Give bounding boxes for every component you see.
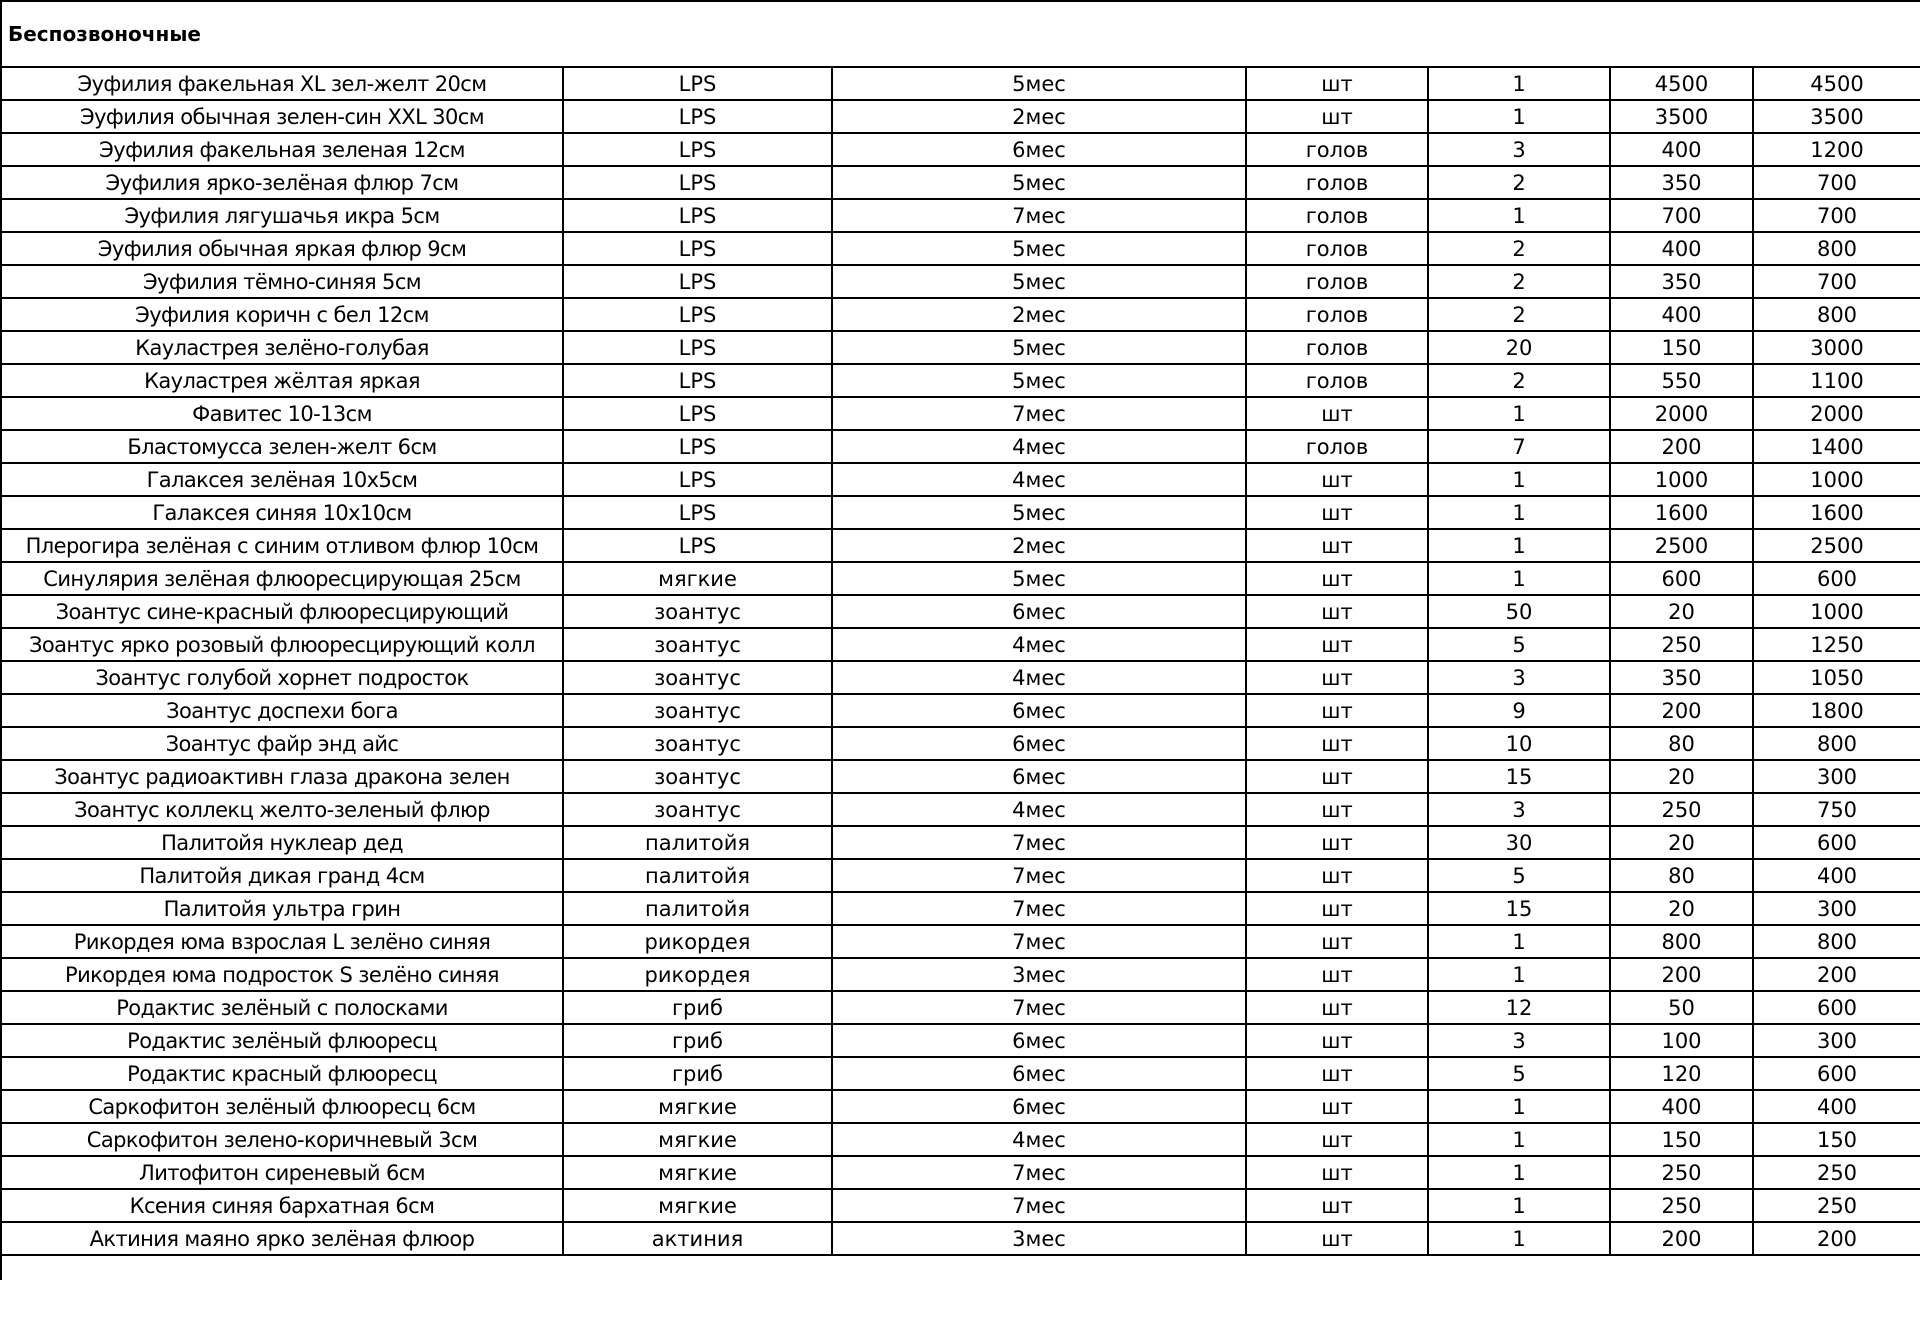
cell-unit: шт <box>1246 826 1428 859</box>
cell-unit: шт <box>1246 1057 1428 1090</box>
table-row <box>1 1123 1920 1156</box>
cell-age: 3мес <box>832 958 1246 991</box>
cell-name: Рикордея юма подросток S зелёно синяя <box>1 958 563 991</box>
cell-unit: шт <box>1246 100 1428 133</box>
cell-age: 7мес <box>832 991 1246 1024</box>
cell-type: мягкие <box>563 1090 832 1123</box>
cell-unit: шт <box>1246 1024 1428 1057</box>
cell-name: Эуфилия факельная XL зел-желт 20см <box>1 67 563 100</box>
cell-quantity: 1 <box>1428 1222 1610 1255</box>
table-row <box>1 1189 1920 1222</box>
table-row <box>1 1057 1920 1090</box>
cell-type: LPS <box>563 331 832 364</box>
cell-type: LPS <box>563 265 832 298</box>
cell-total: 3500 <box>1753 100 1920 133</box>
cell-unit: шт <box>1246 1156 1428 1189</box>
cell-quantity: 1 <box>1428 1156 1610 1189</box>
cell-age: 4мес <box>832 661 1246 694</box>
cell-total: 750 <box>1753 793 1920 826</box>
cell-unit: шт <box>1246 67 1428 100</box>
table-row <box>1 199 1920 232</box>
cell-age: 2мес <box>832 529 1246 562</box>
cell-age: 3мес <box>832 1222 1246 1255</box>
cell-price: 100 <box>1610 1024 1753 1057</box>
cell-price: 3500 <box>1610 100 1753 133</box>
cell-age: 6мес <box>832 760 1246 793</box>
cell-unit: шт <box>1246 595 1428 628</box>
cell-price: 800 <box>1610 925 1753 958</box>
cell-age: 6мес <box>832 133 1246 166</box>
table-row <box>1 793 1920 826</box>
cell-unit: шт <box>1246 1222 1428 1255</box>
cell-price: 400 <box>1610 133 1753 166</box>
cell-type: палитойя <box>563 826 832 859</box>
cell-total: 300 <box>1753 760 1920 793</box>
cell-name: Зоантус файр энд айс <box>1 727 563 760</box>
cell-unit: голов <box>1246 133 1428 166</box>
cell-name: Ксения синяя бархатная 6см <box>1 1189 563 1222</box>
cell-price: 200 <box>1610 430 1753 463</box>
cell-age: 6мес <box>832 1057 1246 1090</box>
cell-quantity: 2 <box>1428 232 1610 265</box>
cell-age: 5мес <box>832 562 1246 595</box>
cell-name: Родактис красный флюоресц <box>1 1057 563 1090</box>
cell-price: 400 <box>1610 1090 1753 1123</box>
table-row <box>1 1156 1920 1189</box>
cell-price: 20 <box>1610 760 1753 793</box>
cell-total: 250 <box>1753 1156 1920 1189</box>
cell-name: Эуфилия ярко-зелёная флюр 7см <box>1 166 563 199</box>
cell-quantity: 7 <box>1428 430 1610 463</box>
cell-age: 7мес <box>832 397 1246 430</box>
cell-type: рикордея <box>563 925 832 958</box>
cell-price: 4500 <box>1610 67 1753 100</box>
cell-unit: шт <box>1246 661 1428 694</box>
cell-type: LPS <box>563 166 832 199</box>
cell-type: LPS <box>563 496 832 529</box>
cell-total: 3000 <box>1753 331 1920 364</box>
cell-total: 200 <box>1753 1222 1920 1255</box>
cell-age: 7мес <box>832 1189 1246 1222</box>
cell-unit: шт <box>1246 760 1428 793</box>
cell-name: Зоантус сине-красный флюоресцирующий <box>1 595 563 628</box>
cell-total: 800 <box>1753 727 1920 760</box>
table-row <box>1 133 1920 166</box>
cell-name: Зоантус доспехи бога <box>1 694 563 727</box>
cell-price: 50 <box>1610 991 1753 1024</box>
cell-unit: шт <box>1246 1123 1428 1156</box>
cell-total: 300 <box>1753 892 1920 925</box>
cell-name: Фавитес 10-13см <box>1 397 563 430</box>
cell-total: 400 <box>1753 859 1920 892</box>
cell-name: Зоантус коллекц желто-зеленый флюр <box>1 793 563 826</box>
cell-age: 6мес <box>832 727 1246 760</box>
cell-type: LPS <box>563 133 832 166</box>
cell-type: зоантус <box>563 694 832 727</box>
cell-price: 250 <box>1610 793 1753 826</box>
cell-quantity: 3 <box>1428 793 1610 826</box>
cell-type: палитойя <box>563 892 832 925</box>
cell-quantity: 1 <box>1428 529 1610 562</box>
cell-name: Родактис зелёный флюоресц <box>1 1024 563 1057</box>
cell-total: 800 <box>1753 298 1920 331</box>
table-row <box>1 694 1920 727</box>
cell-type: гриб <box>563 1024 832 1057</box>
cell-age: 5мес <box>832 166 1246 199</box>
cell-quantity: 2 <box>1428 298 1610 331</box>
cell-age: 7мес <box>832 892 1246 925</box>
cell-total: 200 <box>1753 958 1920 991</box>
cell-quantity: 1 <box>1428 100 1610 133</box>
cell-type: зоантус <box>563 793 832 826</box>
cell-type: рикордея <box>563 958 832 991</box>
cell-price: 250 <box>1610 628 1753 661</box>
cell-total: 800 <box>1753 232 1920 265</box>
cell-unit: голов <box>1246 430 1428 463</box>
table-row <box>1 595 1920 628</box>
cell-price: 700 <box>1610 199 1753 232</box>
cell-price: 350 <box>1610 166 1753 199</box>
cell-price: 350 <box>1610 265 1753 298</box>
cell-quantity: 20 <box>1428 331 1610 364</box>
cell-age: 7мес <box>832 1156 1246 1189</box>
cell-age: 6мес <box>832 1024 1246 1057</box>
cell-price: 250 <box>1610 1189 1753 1222</box>
cell-age: 7мес <box>832 859 1246 892</box>
cell-age: 2мес <box>832 298 1246 331</box>
cell-type: гриб <box>563 991 832 1024</box>
cell-age: 4мес <box>832 793 1246 826</box>
cell-total: 800 <box>1753 925 1920 958</box>
cell-quantity: 5 <box>1428 628 1610 661</box>
cell-type: LPS <box>563 364 832 397</box>
cell-age: 4мес <box>832 430 1246 463</box>
table-row <box>1 364 1920 397</box>
cell-quantity: 15 <box>1428 892 1610 925</box>
cell-type: LPS <box>563 100 832 133</box>
section-title: Беспозвоночные <box>1 1 1920 67</box>
cell-price: 200 <box>1610 1222 1753 1255</box>
cell-unit: шт <box>1246 628 1428 661</box>
cell-total: 2000 <box>1753 397 1920 430</box>
cell-price: 600 <box>1610 562 1753 595</box>
cell-total: 1100 <box>1753 364 1920 397</box>
cell-unit: шт <box>1246 958 1428 991</box>
cell-total: 250 <box>1753 1189 1920 1222</box>
table-row <box>1 1090 1920 1123</box>
cell-name: Эуфилия факельная зеленая 12см <box>1 133 563 166</box>
cell-quantity: 2 <box>1428 265 1610 298</box>
cell-type: LPS <box>563 463 832 496</box>
cell-quantity: 1 <box>1428 1189 1610 1222</box>
table-row <box>1 727 1920 760</box>
cell-unit: шт <box>1246 925 1428 958</box>
cell-name: Рикордея юма взрослая L зелёно синяя <box>1 925 563 958</box>
cell-type: зоантус <box>563 661 832 694</box>
table-row <box>1 100 1920 133</box>
table-row <box>1 826 1920 859</box>
cell-name: Палитойя ультра грин <box>1 892 563 925</box>
cell-name: Плерогира зелёная с синим отливом флюр 10см <box>1 529 563 562</box>
cell-unit: шт <box>1246 397 1428 430</box>
table-row <box>1 991 1920 1024</box>
cell-quantity: 1 <box>1428 67 1610 100</box>
table-row <box>1 760 1920 793</box>
cell-total: 600 <box>1753 991 1920 1024</box>
cell-total: 1200 <box>1753 133 1920 166</box>
cell-total: 1400 <box>1753 430 1920 463</box>
cell-quantity: 10 <box>1428 727 1610 760</box>
cell-age: 4мес <box>832 463 1246 496</box>
cell-age: 7мес <box>832 925 1246 958</box>
cell-unit: шт <box>1246 463 1428 496</box>
cell-total: 300 <box>1753 1024 1920 1057</box>
cell-type: LPS <box>563 430 832 463</box>
cell-unit: шт <box>1246 562 1428 595</box>
cell-total: 400 <box>1753 1090 1920 1123</box>
cell-price: 150 <box>1610 1123 1753 1156</box>
cell-name: Саркофитон зелёный флюоресц 6см <box>1 1090 563 1123</box>
cell-type: LPS <box>563 298 832 331</box>
cell-type: мягкие <box>563 1123 832 1156</box>
cell-quantity: 3 <box>1428 133 1610 166</box>
cell-price: 2000 <box>1610 397 1753 430</box>
cell-price: 2500 <box>1610 529 1753 562</box>
cell-unit: шт <box>1246 496 1428 529</box>
table-row <box>1 628 1920 661</box>
cell-unit: шт <box>1246 991 1428 1024</box>
cell-age: 2мес <box>832 100 1246 133</box>
cell-name: Эуфилия тёмно-синяя 5см <box>1 265 563 298</box>
cell-unit: шт <box>1246 529 1428 562</box>
cell-quantity: 1 <box>1428 199 1610 232</box>
cell-quantity: 3 <box>1428 661 1610 694</box>
cell-unit: голов <box>1246 298 1428 331</box>
cell-price: 1600 <box>1610 496 1753 529</box>
cell-name: Палитойя нуклеар дед <box>1 826 563 859</box>
table-row <box>1 496 1920 529</box>
cell-unit: шт <box>1246 727 1428 760</box>
table-row <box>1 529 1920 562</box>
cell-age: 5мес <box>832 496 1246 529</box>
cell-quantity: 15 <box>1428 760 1610 793</box>
cell-price: 200 <box>1610 958 1753 991</box>
cell-name: Эуфилия коричн с бел 12см <box>1 298 563 331</box>
cell-quantity: 1 <box>1428 958 1610 991</box>
cell-price: 20 <box>1610 826 1753 859</box>
cell-name: Эуфилия обычная зелен-син XXL 30см <box>1 100 563 133</box>
cell-type: зоантус <box>563 595 832 628</box>
cell-age: 6мес <box>832 595 1246 628</box>
cell-unit: голов <box>1246 364 1428 397</box>
cell-total: 1250 <box>1753 628 1920 661</box>
cell-unit: шт <box>1246 1189 1428 1222</box>
cell-price: 250 <box>1610 1156 1753 1189</box>
table-row <box>1 562 1920 595</box>
table-row <box>1 661 1920 694</box>
cell-price: 1000 <box>1610 463 1753 496</box>
cell-total: 600 <box>1753 826 1920 859</box>
cell-quantity: 1 <box>1428 397 1610 430</box>
cell-type: LPS <box>563 67 832 100</box>
cell-quantity: 50 <box>1428 595 1610 628</box>
cell-type: LPS <box>563 199 832 232</box>
table-row <box>1 859 1920 892</box>
table-row <box>1 958 1920 991</box>
cell-total: 1050 <box>1753 661 1920 694</box>
cell-unit: шт <box>1246 793 1428 826</box>
cell-quantity: 2 <box>1428 166 1610 199</box>
cell-type: LPS <box>563 397 832 430</box>
cell-age: 6мес <box>832 1090 1246 1123</box>
cell-total: 1000 <box>1753 463 1920 496</box>
cell-name: Зоантус радиоактивн глаза дракона зелен <box>1 760 563 793</box>
cell-type: зоантус <box>563 628 832 661</box>
cell-quantity: 9 <box>1428 694 1610 727</box>
table-row <box>1 298 1920 331</box>
cell-quantity: 1 <box>1428 463 1610 496</box>
cell-total: 700 <box>1753 166 1920 199</box>
cell-name: Актиния маяно ярко зелёная флюор <box>1 1222 563 1255</box>
cell-name: Зоантус ярко розовый флюоресцирующий колл <box>1 628 563 661</box>
cell-quantity: 1 <box>1428 925 1610 958</box>
cell-quantity: 3 <box>1428 1024 1610 1057</box>
cell-type: LPS <box>563 232 832 265</box>
table-row <box>1 331 1920 364</box>
cell-price: 350 <box>1610 661 1753 694</box>
cell-name: Родактис зелёный с полосками <box>1 991 563 1024</box>
cell-total: 1000 <box>1753 595 1920 628</box>
cell-price: 550 <box>1610 364 1753 397</box>
cell-name: Синулярия зелёная флюоресцирующая 25см <box>1 562 563 595</box>
table-row <box>1 265 1920 298</box>
cell-name: Саркофитон зелено-коричневый 3см <box>1 1123 563 1156</box>
table-row <box>1 430 1920 463</box>
cell-price: 80 <box>1610 727 1753 760</box>
cell-age: 5мес <box>832 265 1246 298</box>
cell-quantity: 1 <box>1428 562 1610 595</box>
next-row-edge <box>1 1255 1920 1280</box>
cell-quantity: 5 <box>1428 1057 1610 1090</box>
cell-total: 4500 <box>1753 67 1920 100</box>
cell-age: 6мес <box>832 694 1246 727</box>
cell-unit: голов <box>1246 331 1428 364</box>
cell-price: 80 <box>1610 859 1753 892</box>
cell-total: 150 <box>1753 1123 1920 1156</box>
cell-type: мягкие <box>563 562 832 595</box>
cell-age: 4мес <box>832 628 1246 661</box>
table-row <box>1 892 1920 925</box>
cell-price: 20 <box>1610 595 1753 628</box>
cell-price: 400 <box>1610 298 1753 331</box>
cell-age: 5мес <box>832 67 1246 100</box>
cell-age: 4мес <box>832 1123 1246 1156</box>
cell-price: 120 <box>1610 1057 1753 1090</box>
cell-total: 600 <box>1753 562 1920 595</box>
table-row <box>1 397 1920 430</box>
cell-quantity: 1 <box>1428 1090 1610 1123</box>
cell-name: Галаксея синяя 10х10см <box>1 496 563 529</box>
table-row <box>1 1222 1920 1255</box>
cell-age: 5мес <box>832 232 1246 265</box>
cell-age: 5мес <box>832 364 1246 397</box>
cell-name: Зоантус голубой хорнет подросток <box>1 661 563 694</box>
cell-quantity: 5 <box>1428 859 1610 892</box>
cell-quantity: 2 <box>1428 364 1610 397</box>
cell-total: 600 <box>1753 1057 1920 1090</box>
section-header-row <box>1 1 1920 67</box>
cell-unit: голов <box>1246 199 1428 232</box>
table-row <box>1 232 1920 265</box>
cell-type: палитойя <box>563 859 832 892</box>
cell-type: гриб <box>563 1057 832 1090</box>
cell-total: 2500 <box>1753 529 1920 562</box>
cell-total: 700 <box>1753 199 1920 232</box>
cell-price: 150 <box>1610 331 1753 364</box>
cell-type: мягкие <box>563 1189 832 1222</box>
cell-unit: шт <box>1246 892 1428 925</box>
cell-price: 20 <box>1610 892 1753 925</box>
cell-type: зоантус <box>563 727 832 760</box>
cell-price: 200 <box>1610 694 1753 727</box>
cell-name: Кауластрея жёлтая яркая <box>1 364 563 397</box>
cell-name: Литофитон сиреневый 6см <box>1 1156 563 1189</box>
cell-unit: шт <box>1246 859 1428 892</box>
cell-name: Палитойя дикая гранд 4см <box>1 859 563 892</box>
table-row <box>1 166 1920 199</box>
cell-name: Эуфилия лягушачья икра 5см <box>1 199 563 232</box>
cell-type: зоантус <box>563 760 832 793</box>
cell-age: 7мес <box>832 826 1246 859</box>
cell-name: Кауластрея зелёно-голубая <box>1 331 563 364</box>
cell-quantity: 1 <box>1428 1123 1610 1156</box>
cell-unit: голов <box>1246 232 1428 265</box>
cell-unit: шт <box>1246 1090 1428 1123</box>
table-row <box>1 67 1920 100</box>
cell-name: Галаксея зелёная 10х5см <box>1 463 563 496</box>
cell-type: актиния <box>563 1222 832 1255</box>
cell-unit: голов <box>1246 265 1428 298</box>
cell-unit: голов <box>1246 166 1428 199</box>
table-row <box>1 463 1920 496</box>
cell-price: 400 <box>1610 232 1753 265</box>
cell-quantity: 1 <box>1428 496 1610 529</box>
cell-type: LPS <box>563 529 832 562</box>
table-row <box>1 925 1920 958</box>
cell-type: мягкие <box>563 1156 832 1189</box>
cell-total: 1800 <box>1753 694 1920 727</box>
cell-age: 5мес <box>832 331 1246 364</box>
cell-name: Бластомусса зелен-желт 6см <box>1 430 563 463</box>
cell-quantity: 12 <box>1428 991 1610 1024</box>
cell-name: Эуфилия обычная яркая флюр 9см <box>1 232 563 265</box>
cell-age: 7мес <box>832 199 1246 232</box>
cell-unit: шт <box>1246 694 1428 727</box>
table-row <box>1 1024 1920 1057</box>
cell-total: 1600 <box>1753 496 1920 529</box>
cell-quantity: 30 <box>1428 826 1610 859</box>
cell-total: 700 <box>1753 265 1920 298</box>
